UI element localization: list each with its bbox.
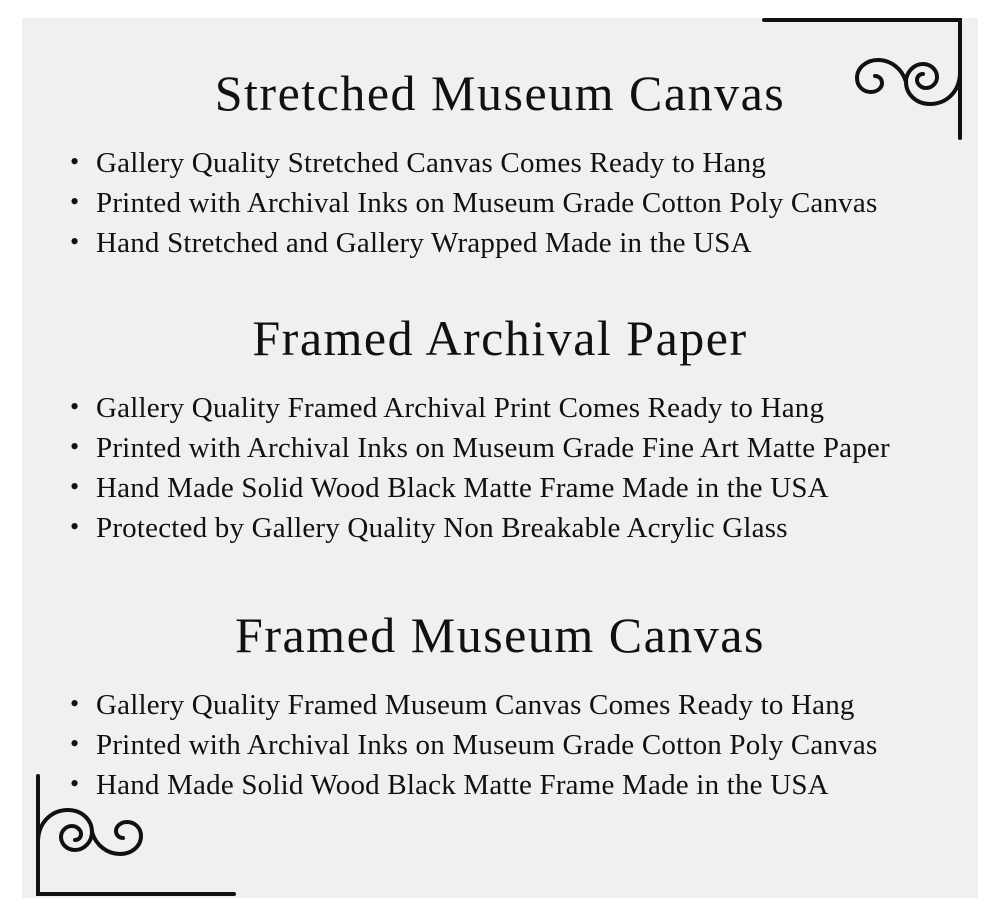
list-item: • Gallery Quality Stretched Canvas Comes Ready to Hang xyxy=(62,143,938,183)
list-item: • Protected by Gallery Quality Non Breakable Acrylic Glass xyxy=(62,508,938,548)
list-item: • Gallery Quality Framed Museum Canvas Comes Ready to Hang xyxy=(62,685,938,725)
list-item: • Hand Made Solid Wood Black Matte Frame Made in the USA xyxy=(62,468,938,508)
card-content xyxy=(22,66,978,805)
feature-list xyxy=(62,143,938,263)
list-item: • Printed with Archival Inks on Museum Grade Cotton Poly Canvas xyxy=(62,183,938,223)
feature-list xyxy=(62,685,938,805)
section-framed-archival-paper xyxy=(62,311,938,548)
list-item: • Printed with Archival Inks on Museum Grade Cotton Poly Canvas xyxy=(62,725,938,765)
list-item: • Printed with Archival Inks on Museum Grade Fine Art Matte Paper xyxy=(62,428,938,468)
feature-list xyxy=(62,388,938,548)
section-framed-museum-canvas xyxy=(62,608,938,805)
product-info-card xyxy=(22,18,978,898)
list-item: • Gallery Quality Framed Archival Print Comes Ready to Hang xyxy=(62,388,938,428)
section-title: Framed Museum Canvas xyxy=(235,607,765,663)
section-stretched-museum-canvas xyxy=(62,66,938,263)
list-item: • Hand Stretched and Gallery Wrapped Made in the USA xyxy=(62,223,938,263)
list-item: • Hand Made Solid Wood Black Matte Frame Made in the USA xyxy=(62,765,938,805)
section-title: Stretched Museum Canvas xyxy=(214,65,786,121)
section-title: Framed Archival Paper xyxy=(252,310,748,366)
